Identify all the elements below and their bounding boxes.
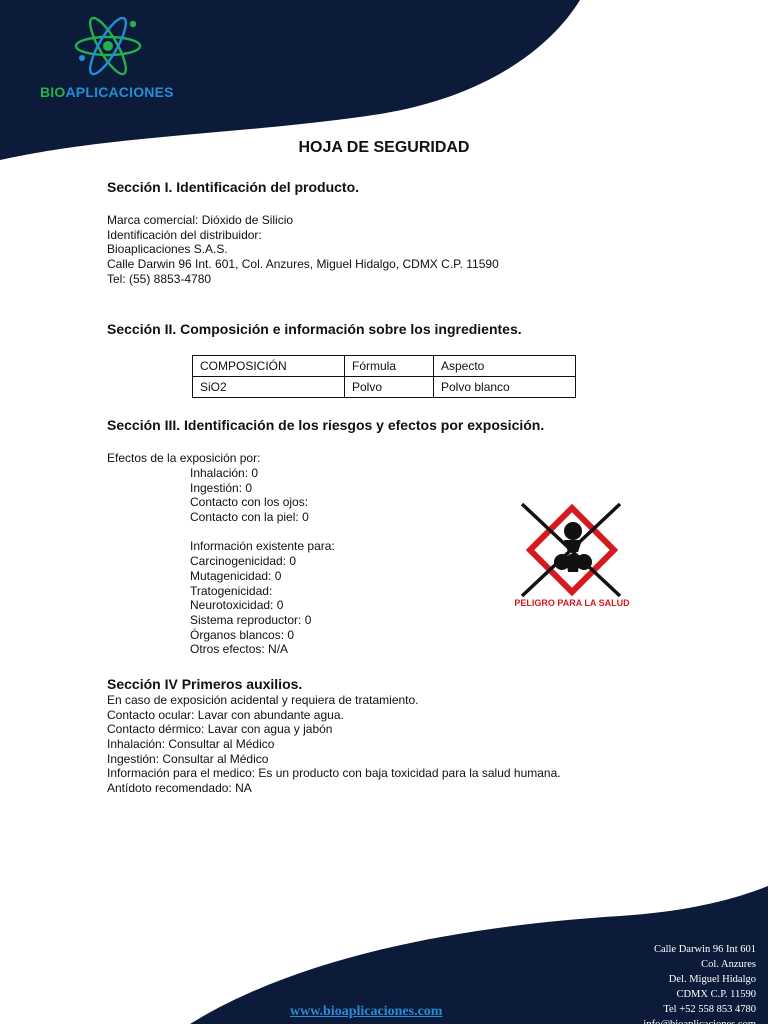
footer-address-line: Calle Darwin 96 Int 601	[653, 944, 756, 955]
document-title: HOJA DE SEGURIDAD	[298, 139, 470, 156]
footer-address-line: CDMX C.P. 11590	[676, 989, 756, 1000]
section-2-title: Sección II. Composición e información sobre los ingredientes.	[107, 321, 522, 337]
table-cell: Polvo blanco	[434, 377, 576, 398]
section-3-title: Sección III. Identificación de los riesgos y efectos por exposición.	[107, 417, 545, 433]
section-4-title: Sección IV Primeros auxilios.	[107, 676, 303, 692]
first-aid-line: Información para el medico: Es un producto con baja toxicidad para la salud humana.	[107, 766, 561, 781]
info-item: Otros efectos: N/A	[190, 642, 289, 657]
section-1-line: Bioaplicaciones S.A.S.	[107, 242, 228, 257]
table-cell: SiO2	[193, 377, 345, 398]
table-cell: Polvo	[345, 377, 434, 398]
exposure-item: Contacto con los ojos:	[190, 495, 309, 510]
footer-address-line: Col. Anzures	[701, 959, 756, 970]
pictogram-caption: PELIGRO PARA LA SALUD	[514, 598, 630, 608]
first-aid-line: Inhalación: Consultar al Médico	[107, 737, 275, 752]
info-item: Neurotoxicidad: 0	[190, 598, 284, 613]
section-1-title: Sección I. Identificación del producto.	[107, 179, 360, 195]
info-item: Sistema reproductor: 0	[190, 612, 312, 627]
brand-name-rest: APLICACIONES	[65, 84, 174, 100]
footer-address-line: info@bioaplicaciones.com	[643, 1019, 756, 1030]
section-1-line: Calle Darwin 96 Int. 601, Col. Anzures, Miguel Hidalgo, CDMX C.P. 11590	[107, 257, 499, 272]
footer-address-line: Tel +52 558 853 4780	[663, 1004, 756, 1015]
table-header-cell: Aspecto	[434, 356, 576, 377]
section-4-body	[107, 693, 561, 796]
first-aid-line: En caso de exposición acidental y requiera de tratamiento.	[107, 693, 419, 707]
brand-name-bio: BIO	[40, 84, 66, 100]
first-aid-line: Ingestión: Consultar al Médico	[107, 751, 269, 766]
brand-name	[40, 84, 174, 100]
info-item: Órganos blancos: 0	[190, 627, 295, 642]
exposure-item: Contacto con la piel: 0	[190, 510, 309, 525]
table-header-row	[193, 356, 576, 377]
section-1-line: Tel: (55) 8853-4780	[107, 271, 212, 286]
exposure-item: Ingestión: 0	[190, 480, 253, 495]
section-1-line: Marca comercial: Dióxido de Silicio	[107, 213, 294, 227]
exposure-item: Inhalación: 0	[190, 466, 259, 480]
atom-logo-icon	[70, 12, 146, 80]
info-item: Carcinogenicidad: 0	[190, 554, 297, 569]
first-aid-line: Contacto ocular: Lavar con abundante agua.	[107, 707, 344, 722]
info-item: Tratogenicidad:	[190, 583, 273, 598]
section-1-body	[107, 213, 499, 286]
composition-table	[192, 355, 576, 398]
section-1-line: Identificación del distribuidor:	[107, 227, 262, 242]
info-item: Mutagenicidad: 0	[190, 568, 282, 583]
website-link[interactable]: www.bioaplicaciones.com	[290, 1004, 443, 1019]
table-header-cell: COMPOSICIÓN	[193, 356, 345, 377]
health-hazard-icon	[516, 500, 628, 598]
table-row	[193, 377, 576, 398]
exposure-intro: Efectos de la exposición por:	[107, 451, 261, 465]
footer-address-line: Del. Miguel Hidalgo	[668, 974, 756, 985]
table-header-cell: Fórmula	[345, 356, 434, 377]
first-aid-line: Antídoto recomendado: NA	[107, 781, 252, 796]
exposure-list	[190, 466, 335, 657]
info-title: Información existente para:	[190, 539, 335, 554]
footer-address	[643, 942, 756, 1032]
first-aid-line: Contacto dérmico: Lavar con agua y jabón	[107, 722, 333, 737]
